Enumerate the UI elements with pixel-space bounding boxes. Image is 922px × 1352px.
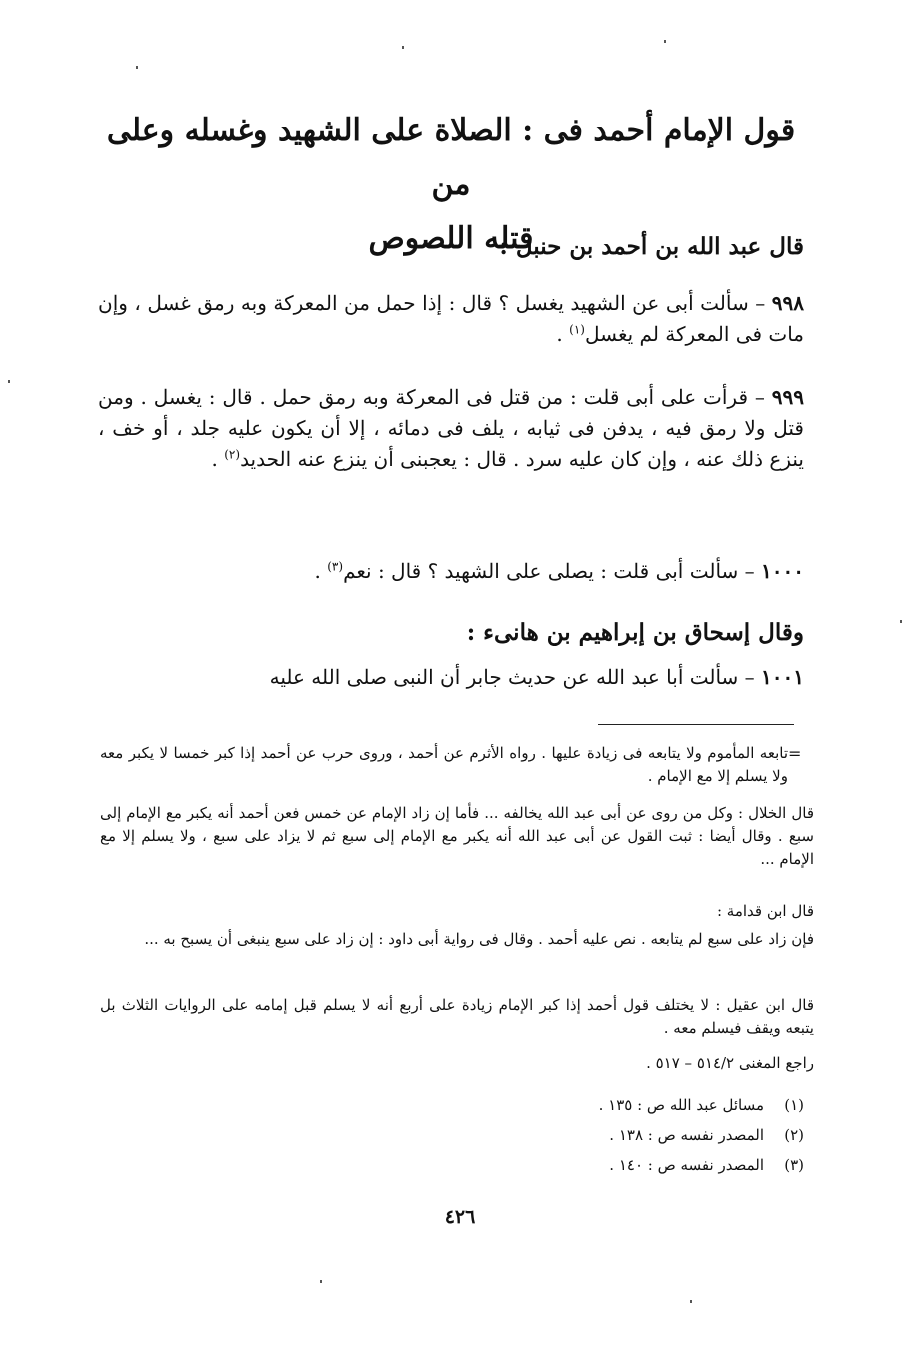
footnote-text: المصدر نفسه ص : ١٤٠ .	[609, 1156, 764, 1174]
footnote-1	[300, 1094, 804, 1116]
paragraph-text: – قرأت على أبى قلت : من قتل فى المعركة وبه رمق حمل . قال : يغسل . ومن قتل ولا رمق فيه ، يدفن فى ثيابه ، يلف فى دمائه ، إلا أن يكون عليه جلد ، أو خف ، ينزع ذلك عنه ، وإن كان عليه سرد . قال : يعجبنى أن ينزع عنه الحديد	[98, 385, 804, 471]
paragraph-end: .	[556, 322, 570, 346]
section-heading-ishaq: وقال إسحاق بن إبراهيم بن هانىء :	[466, 619, 804, 646]
paragraph-999	[98, 382, 804, 475]
chapter-title-line-2: قتله اللصوص	[368, 221, 534, 256]
footnote-3	[300, 1154, 804, 1176]
paragraph-end: .	[314, 559, 328, 583]
footnote-continued-para-5: قال ابن عقيل : لا يختلف قول أحمد إذا كبر الإمام زيادة على أربع أنه لا يسلم قبل إمامه على الروايات الثلاث بل يتبعه ويقف فيسلم معه .	[100, 996, 814, 1037]
footnote-label: (٣)	[784, 1156, 804, 1174]
paragraph-number: ٩٩٩	[771, 385, 805, 409]
scan-speck	[136, 66, 138, 69]
paragraph-text: – سألت أبا عبد الله عن حديث جابر أن النبى صلى الله عليه	[269, 665, 762, 689]
paragraph-number: ١٠٠١	[761, 665, 804, 689]
scan-speck	[690, 1300, 692, 1303]
scan-speck	[402, 46, 404, 49]
scan-speck	[900, 620, 902, 623]
footnote-continued-para-2: قال الخلال : وكل من روى عن أبى عبد الله يخالفه ... فأما إن زاد الإمام عن خمس فعن أحمد أنه يكبر مع الإمام إلى سبع . وقال أيضا : ثبت القول عن أبى عبد الله أنه يكبر مع الإمام إلى سبع ثم لا يزاد على سبع ، ولا يسلم إلا مع الإمام ...	[100, 804, 814, 868]
scan-speck	[8, 380, 10, 383]
footnote-label: (١)	[784, 1096, 804, 1114]
paragraph-text: – سألت أبى عن الشهيد يغسل ؟ قال : إذا حمل من المعركة وبه رمق غسل ، وإن مات فى المعركة لم يغسل	[98, 291, 804, 346]
footnote-ref: (٢)	[224, 447, 241, 462]
footnote-2	[300, 1124, 804, 1146]
paragraph-end: .	[211, 447, 225, 471]
chapter-title-line-1: قول الإمام أحمد فى : الصلاة على الشهيد وغسله وعلى من	[106, 113, 796, 202]
page-number: ٤٢٦	[444, 1206, 476, 1228]
scan-speck	[320, 1280, 322, 1283]
footnote-text: مسائل عبد الله ص : ١٣٥ .	[598, 1096, 764, 1114]
footnote-continuation-mark: =	[788, 744, 802, 763]
paragraph-text: – سألت أبى قلت : يصلى على الشهيد ؟ قال : نعم	[343, 559, 762, 583]
footnote-continued-para-4: فإن زاد على سبع لم يتابعه . نص عليه أحمد . وقال فى رواية أبى داود : إن زاد على سبع ينبغى أن يسبح به ...	[144, 930, 814, 948]
footnote-ref: (١)	[569, 322, 585, 337]
footnote-text: المصدر نفسه ص : ١٣٨ .	[609, 1126, 764, 1144]
paragraph-number: ١٠٠٠	[761, 559, 804, 583]
paragraph-number: ٩٩٨	[771, 291, 804, 315]
footnote-continued-para-1: تابعه المأموم ولا يتابعه فى زيادة عليها . رواه الأثرم عن أحمد ، وروى حرب عن أحمد إذا كبر خمسا لا يكبر معه ولا يسلم إلا مع الإمام .	[100, 744, 788, 785]
paragraph-1001	[98, 662, 804, 693]
section-heading-abdullah: قال عبد الله بن أحمد بن حنبل :	[499, 233, 804, 260]
scan-speck	[664, 40, 666, 43]
footnote-continued-para-3: قال ابن قدامة :	[716, 902, 814, 920]
paragraph-1000	[98, 556, 804, 587]
footnote-ref: (٣)	[327, 559, 344, 574]
paragraph-998	[98, 288, 804, 350]
footnote-continued-para-6: راجع المغنى ٥١٤/٢ – ٥١٧ .	[646, 1054, 814, 1072]
footnote-separator	[598, 724, 794, 725]
footnote-label: (٢)	[784, 1126, 804, 1144]
